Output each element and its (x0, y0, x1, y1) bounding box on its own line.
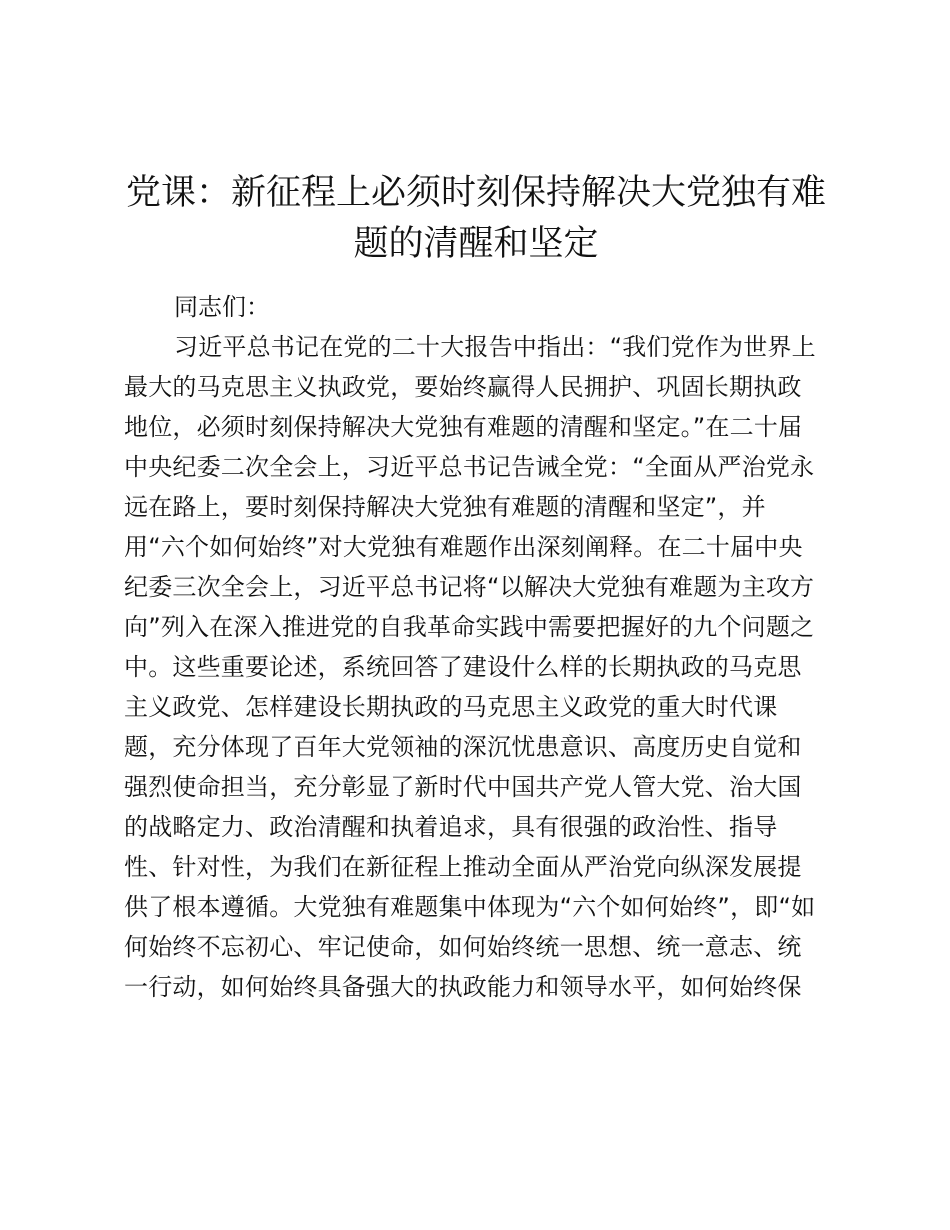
document-body (124, 287, 836, 1007)
paragraph-line: 纪委三次全会上，习近平总书记将“以解决大党独有难题为主攻方 (124, 573, 815, 601)
paragraph-line: 的战略定力、政治清醒和执着追求，具有很强的政治性、指导 (124, 813, 778, 841)
paragraph-line: 主义政党、怎样建设长期执政的马克思主义政党的重大时代课 (124, 693, 778, 721)
paragraph-line: 一行动，如何始终具备强大的执政能力和领导水平，如何始终保 (124, 973, 802, 1001)
paragraph-line: 中央纪委二次全会上，习近平总书记告诫全党：“全面从严治党永 (124, 453, 815, 481)
paragraph-line: 向”列入在深入推进党的自我革命实践中需要把握好的九个问题之 (124, 613, 815, 641)
paragraph-line: 强烈使命担当，充分彰显了新时代中国共产党人管大党、治大国 (124, 773, 802, 801)
title-line-2: 题的清醒和坚定 (353, 224, 599, 264)
greeting: 同志们： (174, 293, 270, 321)
paragraph-line: 远在路上，要时刻保持解决大党独有难题的清醒和坚定”，并 (124, 493, 766, 521)
paragraph (124, 327, 836, 1007)
paragraph-line: 何始终不忘初心、牢记使命，如何始终统一思想、统一意志、统 (124, 933, 802, 961)
title-line-1: 党课：新征程上必须时刻保持解决大党独有难 (125, 173, 826, 213)
document-title (120, 168, 832, 270)
paragraph-line: 题，充分体现了百年大党领袖的深沉忧患意识、高度历史自觉和 (124, 733, 802, 761)
paragraph-line: 性、针对性，为我们在新征程上推动全面从严治党向纵深发展提 (124, 853, 802, 881)
paragraph-line: 中。这些重要论述，系统回答了建设什么样的长期执政的马克思 (124, 653, 802, 681)
paragraph-line: 习近平总书记在党的二十大报告中指出：“我们党作为世界上 (174, 333, 816, 361)
paragraph-line: 供了根本遵循。大党独有难题集中体现为“六个如何始终”，即“如 (124, 893, 816, 921)
paragraph-line: 用“六个如何始终”对大党独有难题作出深刻阐释。在二十届中央 (124, 533, 803, 561)
paragraph-line: 地位，必须时刻保持解决大党独有难题的清醒和坚定。”在二十届 (124, 413, 803, 441)
paragraph-line: 最大的马克思主义执政党，要始终赢得人民拥护、巩固长期执政 (124, 373, 802, 401)
